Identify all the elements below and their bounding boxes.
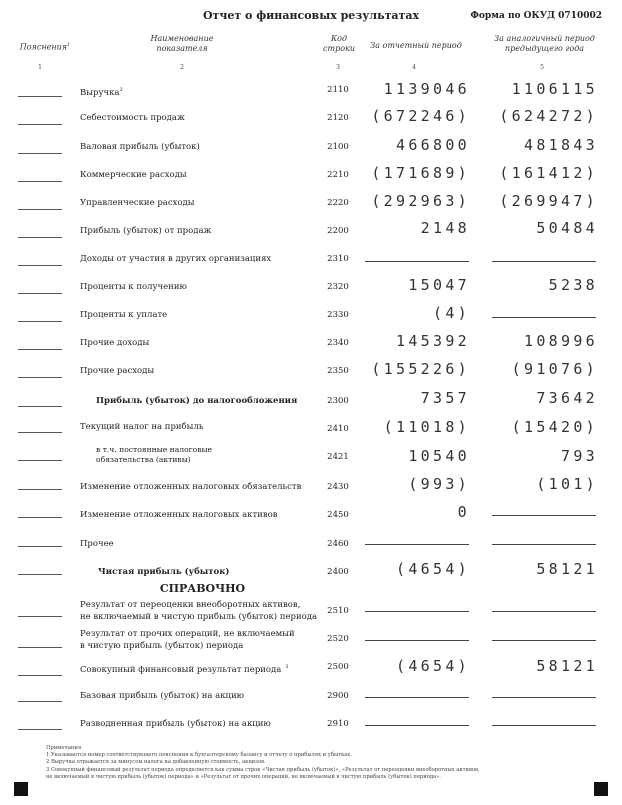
row-code: 2450 bbox=[327, 510, 349, 520]
explanation-dash bbox=[18, 349, 62, 350]
explanation-dash bbox=[18, 616, 62, 617]
column-number: 5 bbox=[540, 64, 544, 71]
row-name: Проценты к уплате bbox=[80, 310, 168, 320]
previous-value: (161412) bbox=[499, 164, 598, 182]
explanation-dash bbox=[18, 701, 62, 702]
header-explanations: Пояснения$^1$ bbox=[19, 42, 71, 52]
previous-value: 5238 bbox=[548, 276, 598, 294]
row-name-line: Результат от переоценки внеоборотных активов, bbox=[80, 600, 301, 610]
current-value: 7357 bbox=[420, 389, 470, 407]
footnotes bbox=[46, 745, 566, 781]
empty-value-line bbox=[365, 640, 469, 641]
previous-value: 481843 bbox=[524, 136, 598, 154]
row-code: 2200 bbox=[327, 226, 349, 236]
header-line-code: Код строки bbox=[323, 34, 355, 53]
explanation-dash bbox=[18, 321, 62, 322]
explanation-dash bbox=[18, 124, 62, 125]
row-name: Себестоимость продаж bbox=[80, 113, 185, 123]
explanation-dash bbox=[18, 729, 62, 730]
row-name: Коммерческие расходы bbox=[80, 170, 187, 180]
empty-value-line bbox=[365, 611, 469, 612]
registration-mark bbox=[14, 782, 28, 796]
row-name: Изменение отложенных налоговых обязательств bbox=[80, 482, 302, 492]
explanation-dash bbox=[18, 432, 62, 433]
row-name: Прочее bbox=[80, 539, 114, 549]
row-name: Текущий налог на прибыль bbox=[80, 422, 204, 432]
row-name: Прибыль (убыток) от продаж bbox=[80, 226, 212, 236]
explanation-dash bbox=[18, 647, 62, 648]
previous-value: (15420) bbox=[511, 418, 598, 436]
row-name: Управленческие расходы bbox=[80, 198, 195, 208]
explanation-dash bbox=[18, 517, 62, 518]
empty-value-line bbox=[492, 640, 596, 641]
row-code: 2220 bbox=[327, 198, 349, 208]
row-code: 2430 bbox=[327, 482, 349, 492]
current-value: (4) bbox=[433, 304, 470, 322]
row-name: Чистая прибыль (убыток) bbox=[98, 567, 230, 577]
notes-heading: Примечания bbox=[46, 745, 82, 751]
row-code: 2510 bbox=[327, 606, 349, 616]
current-value: 0 bbox=[457, 503, 470, 521]
previous-value: (624272) bbox=[499, 107, 598, 125]
empty-value-line bbox=[492, 544, 596, 545]
row-name: в т.ч. постоянные налоговые обязательства (активы) bbox=[96, 445, 213, 464]
row-code: 2310 bbox=[327, 254, 349, 264]
current-value: 2148 bbox=[420, 219, 470, 237]
explanation-dash bbox=[18, 265, 62, 266]
row-code: 2120 bbox=[327, 113, 349, 123]
explanation-dash bbox=[18, 153, 62, 154]
row-code: 2910 bbox=[327, 719, 349, 729]
previous-value: 73642 bbox=[536, 389, 598, 407]
previous-value: 1106115 bbox=[511, 80, 598, 98]
explanation-dash bbox=[18, 460, 62, 461]
row-name-line: в чистую прибыль (убыток) периода bbox=[80, 641, 244, 651]
registration-mark bbox=[594, 782, 608, 796]
explanation-dash bbox=[18, 293, 62, 294]
row-name-line: Результат от прочих операций, не включаемый bbox=[80, 629, 295, 639]
current-value: (155226) bbox=[371, 360, 470, 378]
row-code: 2900 bbox=[327, 691, 349, 701]
explanation-dash bbox=[18, 406, 62, 407]
previous-value: 58121 bbox=[536, 560, 598, 578]
empty-value-line bbox=[365, 697, 469, 698]
current-value: (292963) bbox=[371, 192, 470, 210]
empty-value-line bbox=[492, 515, 596, 516]
row-code: 2210 bbox=[327, 170, 349, 180]
note-2: 2 Выручка отражается за минусом налога на добавленную стоимость, акцизов. bbox=[46, 759, 266, 766]
row-name: Совокупный финансовый результат периода $^3$ bbox=[80, 664, 289, 675]
row-code: 2320 bbox=[327, 282, 349, 292]
current-value: (171689) bbox=[371, 164, 470, 182]
row-code: 2100 bbox=[327, 142, 349, 152]
empty-value-line bbox=[492, 725, 596, 726]
row-name-line: не включаемый в чистую прибыль (убыток) периода bbox=[80, 612, 318, 622]
row-code: 2340 bbox=[327, 338, 349, 348]
note-3: 3 Совокупный финансовый результат периода определяется как сумма строк «Чистая прибыль (убыток)», «Результат от переоценки внеоборотных активов, bbox=[46, 766, 480, 773]
row-name: Проценты к получению bbox=[80, 282, 187, 292]
row-name: Прибыль (убыток) до налогообложения bbox=[96, 396, 298, 406]
row-code: 2460 bbox=[327, 539, 349, 549]
explanation-dash bbox=[18, 237, 62, 238]
current-value: 15047 bbox=[408, 276, 470, 294]
row-code: 2300 bbox=[327, 396, 349, 406]
current-value: 466800 bbox=[396, 136, 470, 154]
previous-value: 108996 bbox=[524, 332, 598, 350]
row-name: Разводненная прибыль (убыток) на акцию bbox=[80, 719, 271, 729]
row-name: Прочие расходы bbox=[80, 366, 155, 376]
previous-value: (269947) bbox=[499, 192, 598, 210]
explanation-dash bbox=[18, 574, 62, 575]
current-value: (11018) bbox=[383, 418, 470, 436]
previous-value: (101) bbox=[536, 475, 598, 493]
row-code: 2350 bbox=[327, 366, 349, 376]
header-previous-period: За аналогичный период предыдущего года bbox=[494, 34, 595, 53]
explanation-dash bbox=[18, 209, 62, 210]
reference-heading: СПРАВОЧНО bbox=[159, 582, 246, 595]
row-code: 2330 bbox=[327, 310, 349, 320]
row-name: Доходы от участия в других организациях bbox=[80, 254, 272, 264]
previous-value: 58121 bbox=[536, 657, 598, 675]
explanation-dash bbox=[18, 489, 62, 490]
current-value: 1139046 bbox=[383, 80, 470, 98]
current-value: (4654) bbox=[396, 560, 470, 578]
current-value: (672246) bbox=[371, 107, 470, 125]
explanation-dash bbox=[18, 96, 62, 97]
header-current-period: За отчетный период bbox=[370, 41, 462, 50]
column-number: 3 bbox=[336, 64, 340, 71]
column-number: 4 bbox=[412, 64, 416, 71]
row-code: 2400 bbox=[327, 567, 349, 577]
row-code: 2410 bbox=[327, 424, 349, 434]
column-number: 2 bbox=[180, 64, 184, 71]
row-code: 2500 bbox=[327, 662, 349, 672]
row-name: Валовая прибыль (убыток) bbox=[80, 142, 200, 152]
row-name: Изменение отложенных налоговых активов bbox=[80, 510, 278, 520]
explanation-dash bbox=[18, 377, 62, 378]
previous-value: 50484 bbox=[536, 219, 598, 237]
empty-value-line bbox=[492, 261, 596, 262]
page-title: Отчет о финансовых результатах bbox=[202, 9, 420, 22]
row-code: 2110 bbox=[327, 85, 349, 95]
current-value: 10540 bbox=[408, 447, 470, 465]
empty-value-line bbox=[365, 261, 469, 262]
row-name: Базовая прибыль (убыток) на акцию bbox=[80, 691, 245, 701]
row-code: 2421 bbox=[327, 452, 349, 462]
explanation-dash bbox=[18, 675, 62, 676]
explanation-dash bbox=[18, 181, 62, 182]
empty-value-line bbox=[365, 544, 469, 545]
row-code: 2520 bbox=[327, 634, 349, 644]
empty-value-line bbox=[492, 611, 596, 612]
header-indicator-name: Наименование показателя bbox=[150, 34, 214, 53]
note-3-continued: не включаемый в чистую прибыль (убыток) периода» и «Результат от прочих операций, не включаемый в чистую прибыль (убыток) периода». bbox=[46, 773, 441, 780]
empty-value-line bbox=[492, 317, 596, 318]
current-value: (4654) bbox=[396, 657, 470, 675]
row-name: Выручка$^2$ bbox=[80, 87, 123, 98]
form-code: Форма по ОКУД 0710002 bbox=[470, 11, 602, 21]
previous-value: (91076) bbox=[511, 360, 598, 378]
explanation-dash bbox=[18, 546, 62, 547]
current-value: 145392 bbox=[396, 332, 470, 350]
previous-value: 793 bbox=[561, 447, 598, 465]
empty-value-line bbox=[365, 725, 469, 726]
note-1: 1 Указывается номер соответствующего пояснения к бухгалтерскому балансу и отчету о прибылях и убытках. bbox=[46, 752, 352, 759]
column-number: 1 bbox=[38, 64, 42, 71]
row-name: Прочие доходы bbox=[80, 338, 150, 348]
empty-value-line bbox=[492, 697, 596, 698]
current-value: (993) bbox=[408, 475, 470, 493]
